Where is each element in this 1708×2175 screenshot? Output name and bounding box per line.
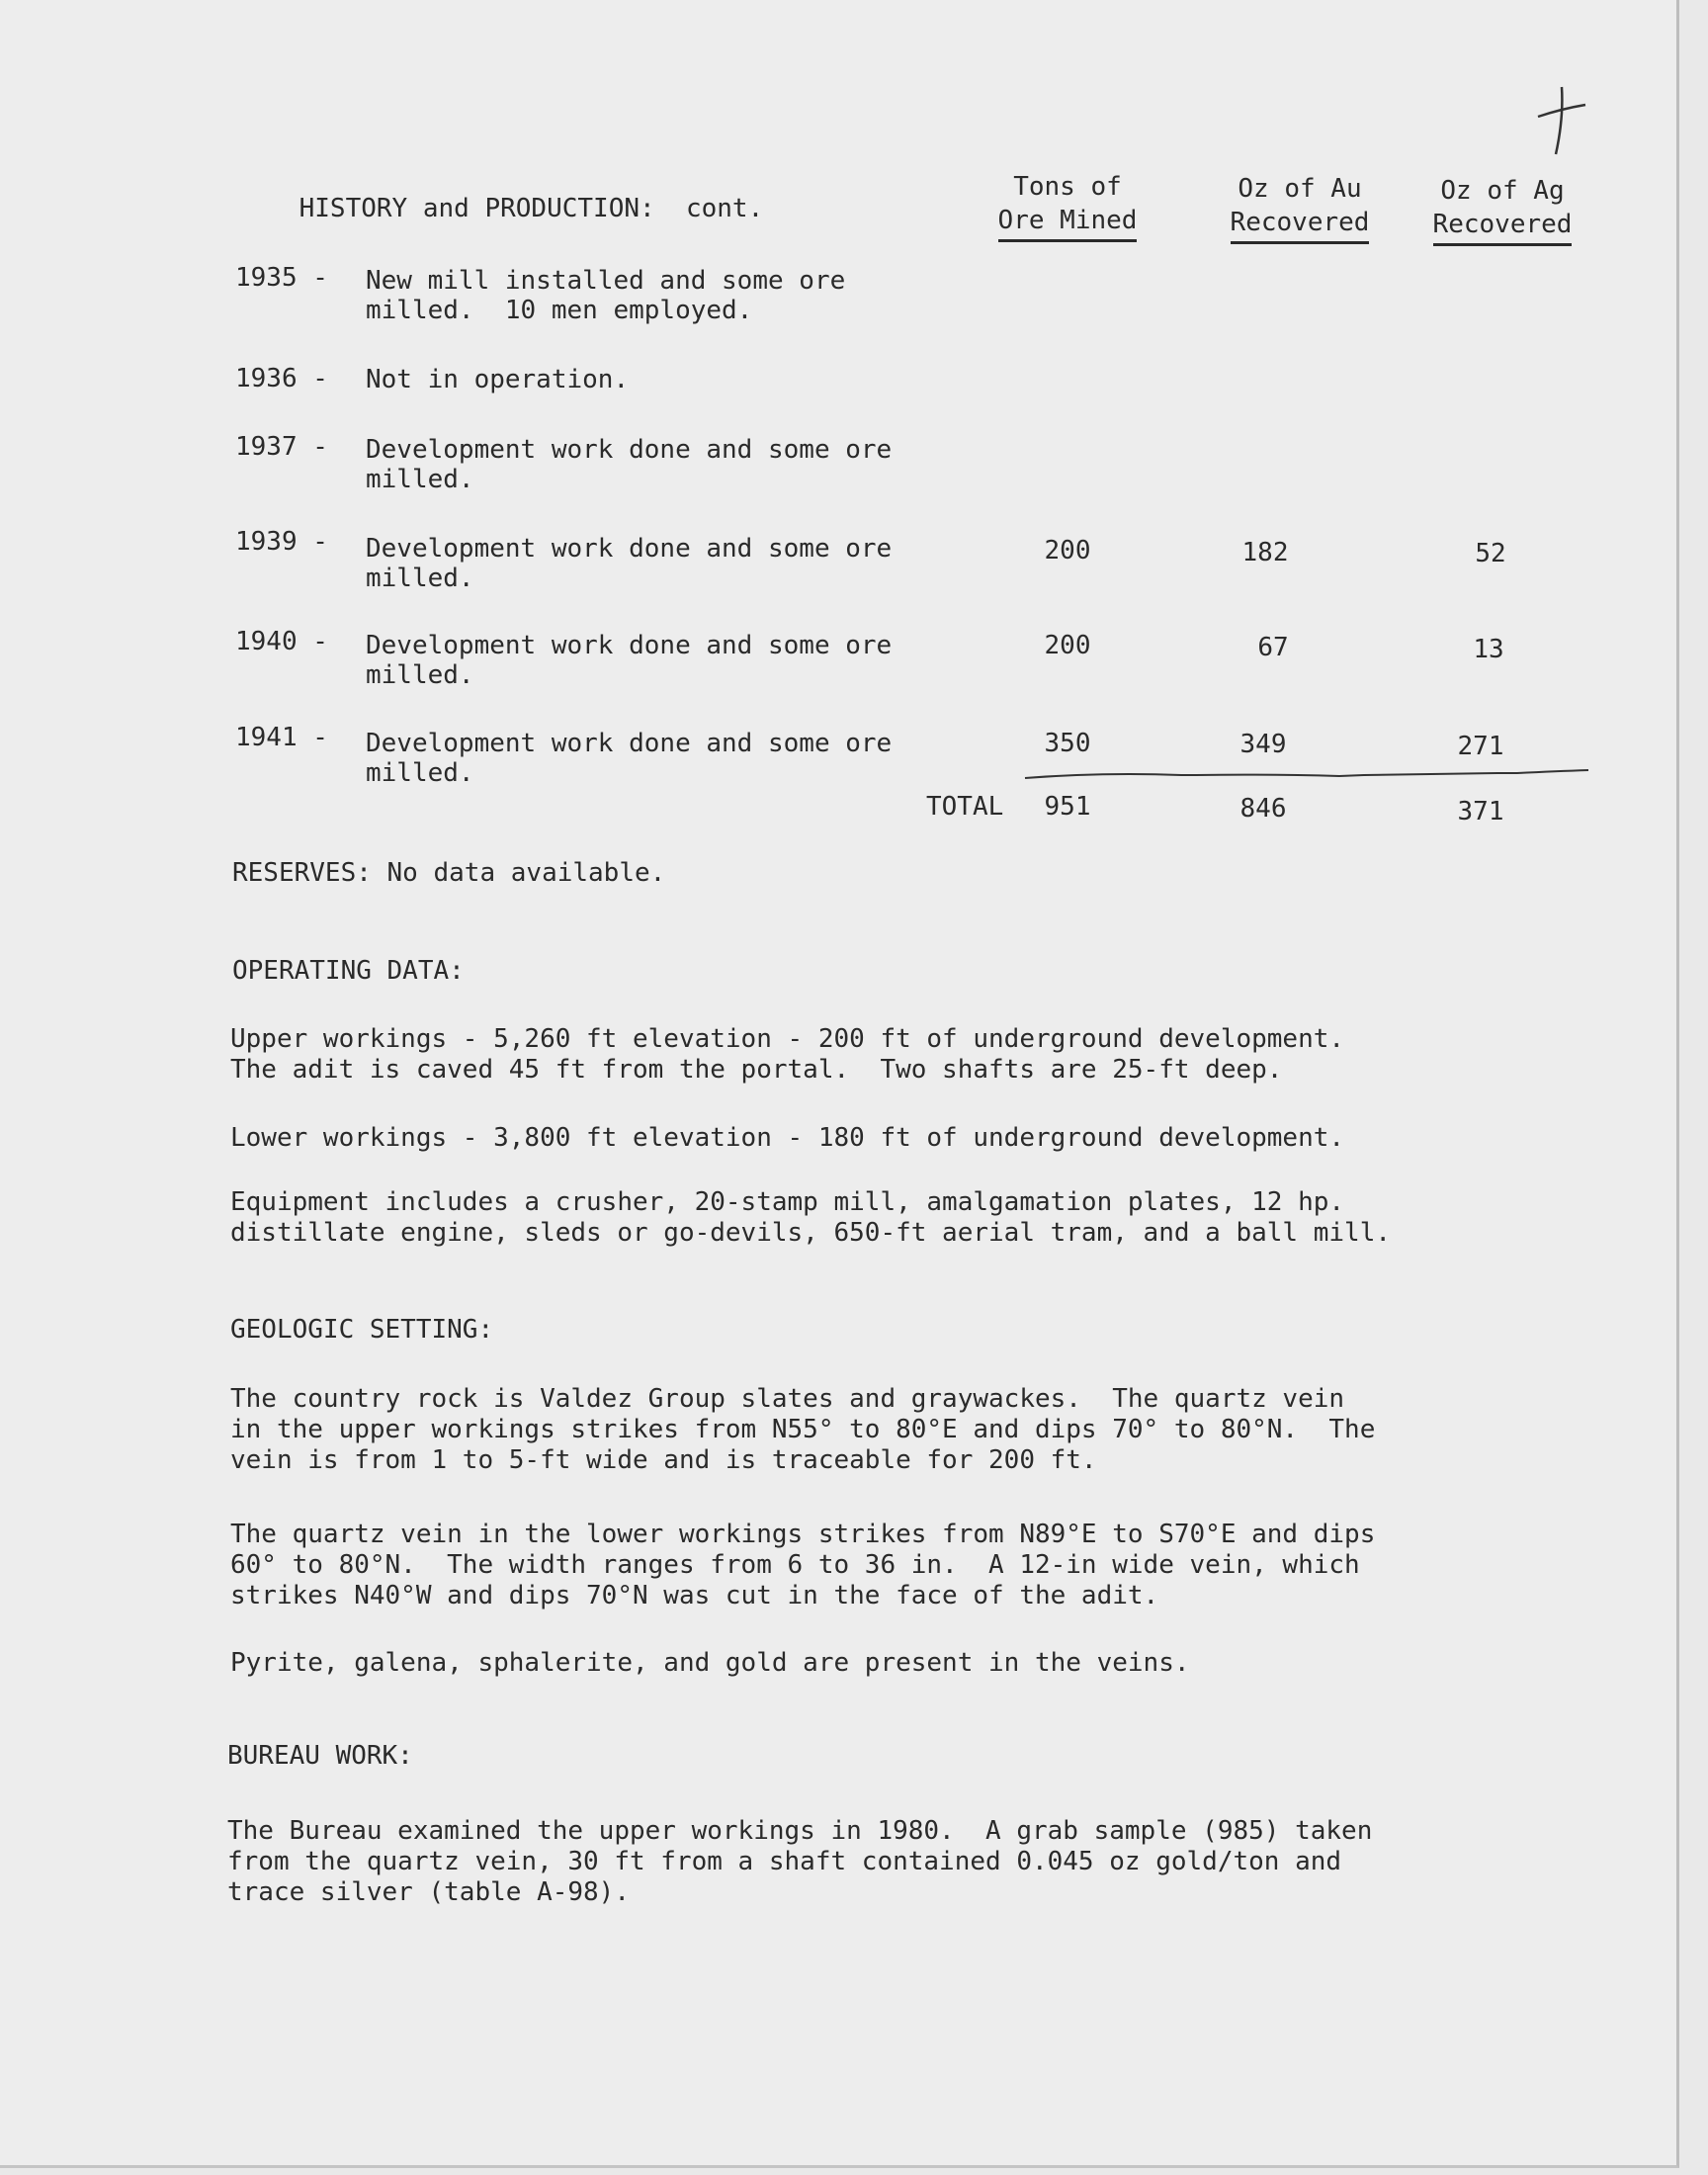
operating-heading: OPERATING DATA: — [232, 956, 465, 986]
row-1939-au: 182 — [1241, 538, 1289, 567]
row-1941-ag: 271 — [1457, 732, 1504, 761]
row-1939-tons: 200 — [1044, 536, 1091, 566]
row-1941-year: 1941 - — [235, 723, 328, 752]
handwritten-page-number — [1532, 79, 1591, 158]
column-header-ag-line2: Recovered — [1433, 208, 1573, 246]
row-1940-text: Development work done and some ore milled. — [366, 631, 893, 690]
row-1936-text: Not in operation. — [366, 365, 630, 394]
row-1939-year: 1939 - — [235, 527, 328, 557]
operating-paragraph-2: Lower workings - 3,800 ft elevation - 180 ft of underground development. — [230, 1123, 1345, 1153]
geologic-paragraph-2: The quartz vein in the lower workings strikes from N89°E to S70°E and dips 60° to 80°N. The width ranges from 6 to 36 in. A 12-in wide vein, which strikes N40°W and dips 70°N was cut in the face of the adit. — [230, 1520, 1376, 1610]
total-ag: 371 — [1457, 797, 1504, 826]
row-1935-text: New mill installed and some ore milled. 10 men employed. — [366, 266, 846, 325]
sum-rule — [1023, 769, 1591, 781]
total-label: TOTAL — [926, 792, 1004, 822]
row-1937-text: Development work done and some ore milled. — [366, 435, 893, 494]
row-1941-au: 349 — [1239, 730, 1287, 759]
column-header-au — [1216, 172, 1384, 244]
reserves-line: RESERVES: No data available. — [232, 858, 666, 888]
row-1941-tons: 350 — [1044, 729, 1091, 758]
bureau-heading: BUREAU WORK: — [227, 1741, 413, 1771]
row-1939-ag: 52 — [1475, 539, 1506, 568]
total-au: 846 — [1239, 794, 1287, 824]
column-header-au-line1: Oz of Au — [1238, 174, 1362, 204]
row-1940-au: 67 — [1257, 633, 1289, 662]
row-1939-text: Development work done and some ore milled. — [366, 534, 893, 593]
row-1940-tons: 200 — [1044, 631, 1091, 660]
row-1940-ag: 13 — [1473, 635, 1504, 664]
column-header-au-line2: Recovered — [1231, 206, 1370, 244]
history-heading — [237, 164, 763, 253]
total-tons: 951 — [1044, 792, 1091, 822]
bureau-paragraph-1: The Bureau examined the upper workings in 1980. A grab sample (985) taken from the quartz vein, 30 ft from a shaft contained 0.045 oz gold/ton and trace silver (table A-98). — [227, 1816, 1373, 1907]
column-header-ag — [1418, 174, 1586, 246]
row-1940-year: 1940 - — [235, 627, 328, 656]
column-header-tons — [988, 170, 1147, 242]
column-header-tons-line2: Ore Mined — [998, 204, 1138, 242]
row-1935-year: 1935 - — [235, 263, 328, 293]
geologic-paragraph-1: The country rock is Valdez Group slates and graywackes. The quartz vein in the upper workings strikes from N55° to 80°E and dips 70° to 80°N. The vein is from 1 to 5-ft wide and is traceable for 200 ft. — [230, 1384, 1376, 1475]
row-1941-text: Development work done and some ore milled. — [366, 729, 893, 788]
operating-paragraph-3: Equipment includes a crusher, 20-stamp mill, amalgamation plates, 12 hp. distillate engine, sleds or go-devils, 650-ft aerial tram, and a ball mill. — [230, 1187, 1391, 1248]
row-1936-year: 1936 - — [235, 364, 328, 393]
operating-paragraph-1: Upper workings - 5,260 ft elevation - 200 ft of underground development. The adit is caved 45 ft from the portal. Two shafts are 25-ft deep. — [230, 1024, 1345, 1085]
geologic-heading: GEOLOGIC SETTING: — [230, 1315, 494, 1345]
row-1937-year: 1937 - — [235, 432, 328, 462]
geologic-paragraph-3: Pyrite, galena, sphalerite, and gold are present in the veins. — [230, 1648, 1190, 1678]
history-heading-label: HISTORY and PRODUCTION: — [299, 194, 655, 223]
column-header-ag-line1: Oz of Ag — [1440, 176, 1565, 206]
column-header-tons-line1: Tons of — [1013, 172, 1122, 202]
history-cont-label: cont. — [685, 194, 764, 223]
